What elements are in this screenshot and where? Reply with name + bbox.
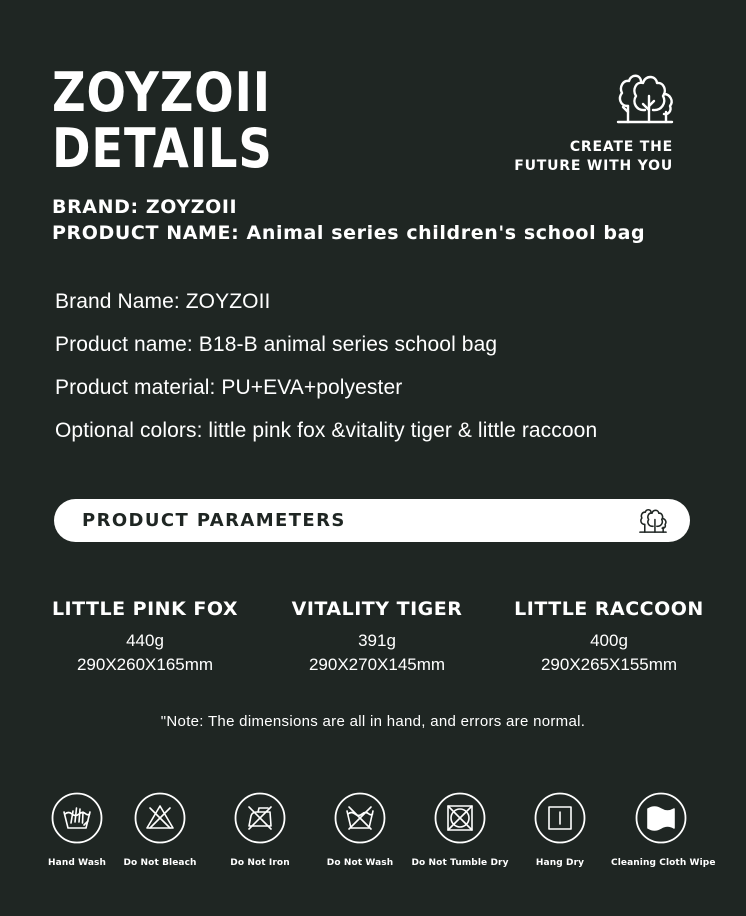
care-label: Do Not Wash — [326, 858, 394, 868]
product-little-pink-fox — [25, 598, 265, 675]
product-name: VITALITY TIGER — [291, 598, 463, 620]
tagline-line-1: CREATE THE — [569, 139, 673, 155]
product-weight: 400g — [590, 631, 628, 650]
product-dimensions: 290X260X165mm — [76, 655, 214, 674]
info-product-name: Product name: B18-B animal series school bag — [55, 333, 498, 356]
brand-line: BRAND: ZOYZOII — [52, 196, 238, 218]
product-vitality-tiger — [257, 598, 497, 675]
info-optional-colors: Optional colors: little pink fox &vitality tiger & little raccoon — [55, 419, 598, 442]
product-weight: 440g — [126, 631, 164, 650]
care-label: Do Not Iron — [230, 858, 290, 868]
care-label: Do Not Tumble Dry — [411, 858, 509, 868]
title-line-2: DETAILS — [52, 117, 273, 180]
product-parameters-bar — [54, 499, 690, 542]
do-not-bleach-icon — [134, 792, 186, 844]
care-item-do-not-tumble-dry — [410, 792, 510, 868]
care-label: Hand Wash — [48, 858, 106, 868]
trees-icon — [614, 66, 676, 128]
hand-wash-icon — [51, 792, 103, 844]
care-item-cleaning-cloth-wipe — [611, 792, 716, 868]
product-dimensions: 290X265X155mm — [540, 655, 678, 674]
care-item-do-not-wash — [310, 792, 410, 868]
product-weight: 391g — [358, 631, 396, 650]
product-name: LITTLE RACCOON — [514, 598, 704, 620]
dimensions-note: "Note: The dimensions are all in hand, and errors are normal. — [160, 713, 586, 730]
care-label: Cleaning Cloth Wipe — [611, 858, 716, 868]
title-line-1: ZOYZOII — [52, 61, 271, 124]
tagline-line-2: FUTURE WITH YOU — [514, 158, 673, 174]
do-not-tumble-dry-icon — [434, 792, 486, 844]
care-label: Hang Dry — [535, 858, 585, 868]
product-name-line — [52, 222, 645, 244]
care-label: Do Not Bleach — [123, 858, 197, 868]
product-parameters-label: PRODUCT PARAMETERS — [82, 510, 346, 531]
product-dimensions: 290X270X145mm — [308, 655, 446, 674]
care-item-do-not-iron — [210, 792, 310, 868]
care-item-do-not-bleach — [110, 792, 210, 868]
product-name: LITTLE PINK FOX — [51, 598, 239, 620]
product-little-raccoon — [489, 598, 729, 675]
cleaning-cloth-wipe-icon — [635, 792, 687, 844]
care-item-hang-dry — [510, 792, 610, 868]
product-name-label: PRODUCT NAME: — [52, 222, 240, 244]
do-not-wash-icon — [334, 792, 386, 844]
info-product-material: Product material: PU+EVA+polyester — [55, 376, 403, 399]
do-not-iron-icon — [234, 792, 286, 844]
product-name-value: Animal series children's school bag — [239, 222, 646, 244]
trees-icon — [638, 505, 668, 535]
hang-dry-icon — [534, 792, 586, 844]
info-brand-name: Brand Name: ZOYZOII — [55, 290, 271, 313]
